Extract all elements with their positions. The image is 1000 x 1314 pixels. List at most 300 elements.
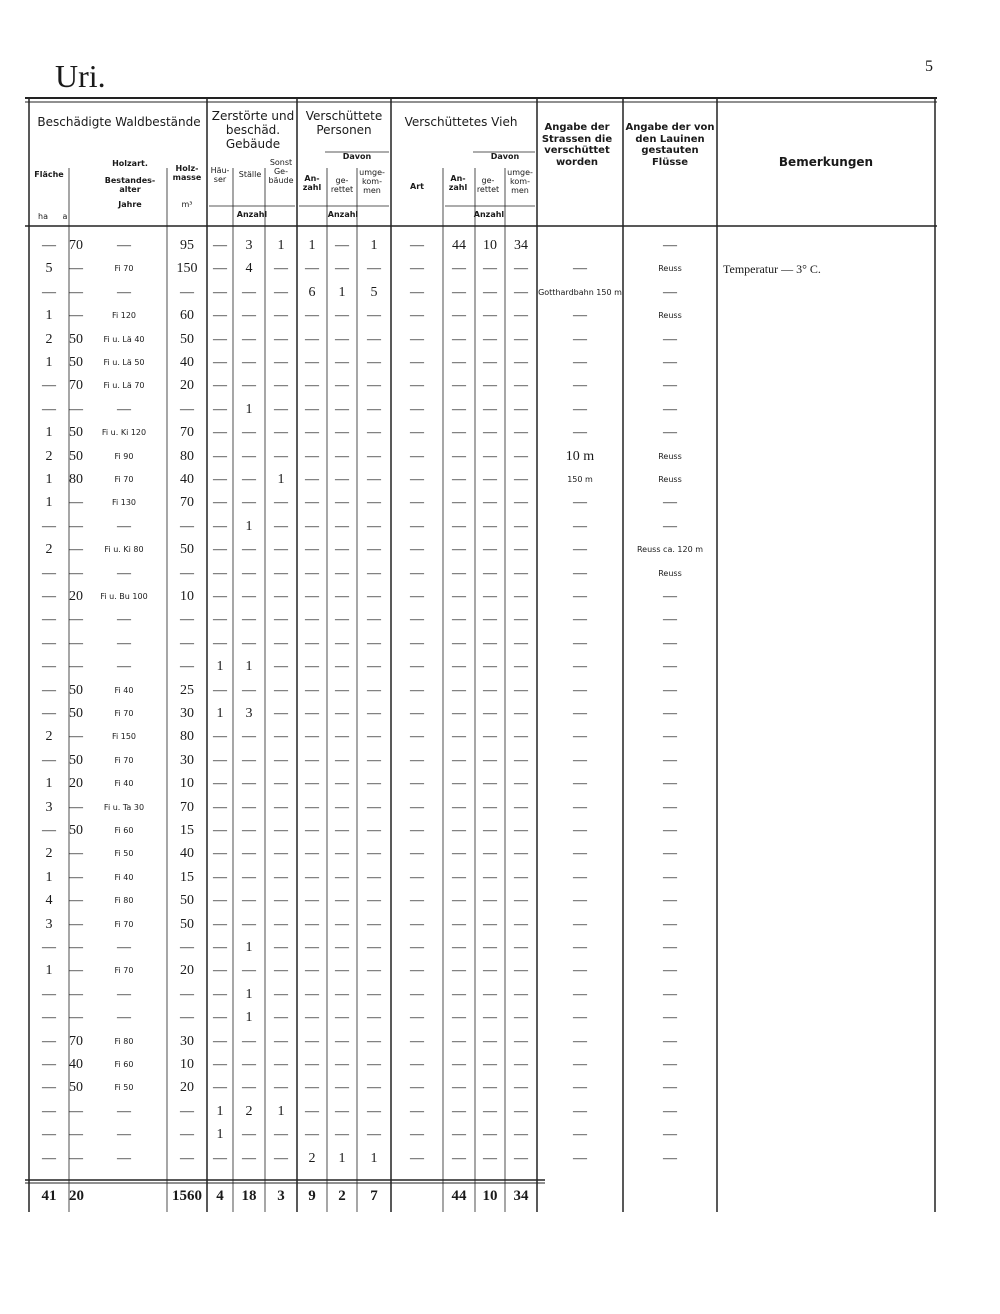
cell-umgekommen: — (367, 1033, 381, 1049)
cell-vieh-umgekommen: — (514, 472, 528, 487)
cell-ha: 2 (45, 729, 53, 745)
cell-staelle: — (242, 495, 256, 511)
cell-ha: 2 (45, 542, 53, 558)
cell-a: — (69, 1010, 83, 1026)
cell-haeuser: — (213, 448, 227, 464)
cell-holzmasse: — (180, 1010, 194, 1026)
cell-holzart: Fi u. Lä 70 (103, 381, 145, 391)
cell-vieh-art: — (410, 706, 424, 721)
cell-vieh-umgekommen: — (514, 1127, 528, 1143)
cell-vieh-gerettet: — (483, 776, 497, 792)
cell-fluesse: — (663, 776, 677, 792)
cell-ha: 1 (45, 355, 53, 370)
header-davon-personen: Davon (342, 152, 372, 161)
cell-vieh-umgekommen: — (514, 659, 528, 675)
cell-vieh-anzahl: — (452, 1010, 466, 1026)
cell-vieh-gerettet: — (483, 1080, 497, 1096)
cell-vieh-gerettet: — (483, 401, 497, 417)
total-a: 20 (69, 1188, 84, 1204)
cell-fluesse: — (663, 635, 677, 651)
total-sonst: 3 (277, 1188, 285, 1204)
cell-vieh-umgekommen: — (514, 963, 528, 979)
cell-holzmasse: — (180, 635, 194, 651)
header-vieh: Verschüttetes Vieh (404, 115, 518, 129)
header-anzahl-gebaeude: Anzahl (236, 210, 268, 219)
cell-personen-anzahl: 2 (308, 1150, 316, 1166)
cell-gerettet: — (335, 940, 349, 955)
cell-a: — (69, 495, 83, 511)
cell-holzmasse: 80 (180, 448, 194, 464)
cell-holzart: Fi 130 (111, 498, 137, 508)
cell-fluesse: — (663, 401, 677, 417)
cell-a: — (69, 1127, 83, 1143)
cell-a: — (69, 635, 83, 651)
cell-haeuser: — (213, 682, 227, 698)
cell-sonst: — (274, 495, 288, 511)
cell-sonst: — (274, 401, 288, 417)
cell-haeuser: — (213, 776, 227, 792)
cell-vieh-anzahl: — (452, 659, 466, 675)
cell-vieh-gerettet: — (483, 682, 497, 698)
cell-sonst: — (274, 1057, 288, 1072)
cell-a: — (69, 565, 83, 581)
cell-ha: — (42, 238, 56, 253)
cell-holzart: — (117, 612, 131, 628)
header-anzahl-short-vieh: An-zahl (448, 174, 468, 193)
cell-staelle: 3 (245, 706, 253, 721)
cell-vieh-anzahl: — (452, 355, 466, 370)
cell-vieh-umgekommen: — (514, 401, 528, 417)
header-bestandesalter: Bestandes-alter (104, 176, 156, 195)
cell-personen-anzahl: — (305, 401, 319, 417)
cell-fluesse: Reuss (658, 451, 682, 461)
cell-sonst: 1 (277, 238, 285, 253)
cell-gerettet: — (335, 659, 349, 675)
header-gerettet-vieh: ge-rettet (476, 176, 500, 195)
cell-haeuser: 1 (216, 659, 224, 675)
cell-gerettet: — (335, 776, 349, 792)
cell-staelle: — (242, 752, 256, 768)
cell-strassen: — (573, 659, 587, 675)
cell-vieh-umgekommen: — (514, 1033, 528, 1049)
cell-a: 50 (69, 706, 83, 721)
cell-personen-anzahl: — (305, 706, 319, 721)
cell-vieh-art: — (410, 635, 424, 651)
cell-ha: — (42, 635, 56, 651)
cell-vieh-anzahl: — (452, 378, 466, 394)
cell-vieh-art: — (410, 869, 424, 885)
cell-gerettet: — (335, 1033, 349, 1049)
cell-vieh-gerettet: — (483, 589, 497, 604)
header-gebaeude: Zerstörte und beschäd. Gebäude (211, 109, 295, 151)
header-holzart: Holzart. (112, 159, 148, 168)
cell-vieh-gerettet: — (483, 355, 497, 370)
cell-umgekommen: — (367, 495, 381, 511)
cell-staelle: — (242, 448, 256, 464)
cell-gerettet: — (335, 612, 349, 628)
cell-sonst: — (274, 308, 288, 324)
header-ha: ha (38, 212, 48, 221)
cell-ha: 1 (45, 963, 53, 979)
cell-sonst: — (274, 963, 288, 979)
cell-holzmasse: 70 (180, 425, 194, 441)
cell-personen-anzahl: — (305, 752, 319, 768)
header-holzmasse: Holz-masse (172, 164, 202, 183)
cell-umgekommen: — (367, 1127, 381, 1143)
cell-strassen: — (573, 1080, 587, 1096)
cell-gerettet: — (335, 472, 349, 487)
cell-sonst: — (274, 425, 288, 441)
cell-holzart: — (117, 1010, 131, 1026)
cell-sonst: — (274, 1150, 288, 1166)
cell-strassen: 10 m (565, 448, 595, 464)
total-haeuser: 4 (216, 1188, 224, 1204)
cell-holzart: — (117, 986, 131, 1002)
cell-holzmasse: — (180, 612, 194, 628)
cell-holzart: Fi 70 (114, 755, 134, 765)
cell-staelle: — (242, 425, 256, 441)
cell-umgekommen: — (367, 963, 381, 979)
cell-ha: — (42, 752, 56, 768)
total-holzmasse: 1560 (172, 1188, 202, 1204)
cell-gerettet: — (335, 518, 349, 534)
cell-vieh-art: — (410, 1127, 424, 1143)
header-anzahl-vieh: Anzahl (473, 210, 505, 219)
cell-staelle: — (242, 682, 256, 698)
cell-vieh-anzahl: — (452, 963, 466, 979)
cell-personen-anzahl: — (305, 963, 319, 979)
cell-staelle: — (242, 565, 256, 581)
cell-vieh-gerettet: — (483, 986, 497, 1002)
cell-vieh-umgekommen: — (514, 1057, 528, 1072)
cell-fluesse: — (663, 706, 677, 721)
cell-sonst: — (274, 940, 288, 955)
cell-holzart: Fi 60 (114, 1060, 134, 1069)
cell-personen-anzahl: — (305, 916, 319, 932)
cell-fluesse: — (663, 495, 677, 511)
cell-holzart: Fi 40 (114, 685, 134, 695)
cell-haeuser: — (213, 823, 227, 838)
cell-vieh-gerettet: — (483, 823, 497, 838)
cell-vieh-gerettet: — (483, 1010, 497, 1026)
cell-staelle: — (242, 1033, 256, 1049)
cell-a: 20 (69, 589, 83, 604)
cell-a: 50 (69, 425, 83, 441)
cell-haeuser: — (213, 472, 227, 487)
cell-personen-anzahl: — (305, 893, 319, 909)
total-vieh-gerettet: 10 (482, 1188, 498, 1204)
cell-vieh-anzahl: — (452, 448, 466, 464)
header-haeuser: Häu-ser (210, 166, 230, 185)
cell-staelle: — (242, 799, 256, 815)
cell-vieh-umgekommen: — (514, 378, 528, 394)
cell-holzart: Fi 70 (114, 709, 134, 718)
cell-vieh-gerettet: — (483, 869, 497, 885)
cell-umgekommen: — (367, 799, 381, 815)
cell-a: — (69, 799, 83, 815)
cell-vieh-anzahl: — (452, 799, 466, 815)
cell-sonst: — (274, 682, 288, 698)
cell-vieh-anzahl: 44 (452, 238, 466, 253)
cell-sonst: — (274, 706, 288, 721)
total-personen-anzahl: 9 (308, 1188, 316, 1204)
cell-sonst: — (274, 986, 288, 1002)
cell-vieh-art: — (410, 565, 424, 581)
cell-holzart: Fi 70 (114, 919, 134, 929)
cell-haeuser: — (213, 916, 227, 932)
cell-gerettet: — (335, 425, 349, 441)
cell-staelle: — (242, 823, 256, 838)
header-flaeche: Fläche (34, 170, 64, 179)
cell-haeuser: — (213, 261, 227, 277)
cell-holzmasse: 70 (180, 799, 194, 815)
total-umgekommen: 7 (370, 1188, 378, 1204)
cell-fluesse: — (663, 1010, 677, 1026)
cell-vieh-umgekommen: — (514, 308, 528, 324)
cell-vieh-anzahl: — (452, 518, 466, 534)
cell-a: 70 (69, 238, 83, 253)
cell-holzmasse: — (180, 986, 194, 1002)
cell-strassen: — (573, 401, 587, 417)
cell-strassen: — (573, 1033, 587, 1049)
cell-strassen: — (573, 1127, 587, 1143)
cell-holzmasse: 30 (180, 1033, 194, 1049)
cell-holzmasse: 70 (180, 495, 194, 511)
cell-a: — (69, 518, 83, 534)
cell-vieh-umgekommen: — (514, 355, 528, 370)
cell-umgekommen: — (367, 542, 381, 558)
cell-gerettet: — (335, 589, 349, 604)
cell-vieh-gerettet: — (483, 565, 497, 581)
cell-vieh-umgekommen: — (514, 1150, 528, 1166)
cell-sonst: 1 (277, 1103, 285, 1119)
cell-fluesse: — (663, 823, 677, 838)
cell-fluesse: — (663, 518, 677, 534)
cell-sonst: — (274, 752, 288, 768)
cell-gerettet: — (335, 1057, 349, 1072)
cell-sonst: — (274, 284, 288, 300)
cell-gerettet: 1 (338, 284, 346, 300)
cell-staelle: — (242, 776, 256, 792)
cell-fluesse: Reuss ca. 120 m (636, 545, 704, 555)
cell-strassen: — (573, 1010, 587, 1026)
cell-vieh-umgekommen: — (514, 284, 528, 300)
cell-vieh-art: — (410, 1010, 424, 1026)
cell-vieh-anzahl: — (452, 589, 466, 604)
cell-vieh-art: — (410, 1033, 424, 1049)
total-vieh-anzahl: 44 (451, 1188, 467, 1204)
cell-a: 50 (69, 823, 83, 838)
cell-fluesse: Reuss (658, 568, 682, 578)
cell-haeuser: — (213, 963, 227, 979)
cell-vieh-gerettet: — (483, 378, 497, 394)
cell-vieh-umgekommen: — (514, 1103, 528, 1119)
cell-umgekommen: — (367, 1057, 381, 1072)
cell-haeuser: — (213, 940, 227, 955)
cell-vieh-gerettet: — (483, 893, 497, 909)
cell-holzart: Fi u. Lä 50 (103, 358, 145, 367)
cell-strassen: — (573, 612, 587, 628)
cell-umgekommen: — (367, 472, 381, 487)
header-personen: Verschüttete Personen (305, 109, 383, 137)
cell-holzmasse: 20 (180, 963, 194, 979)
cell-ha: — (42, 1010, 56, 1026)
cell-a: — (69, 659, 83, 675)
cell-holzart: Fi 50 (114, 849, 134, 859)
cell-a: — (69, 916, 83, 932)
cell-haeuser: — (213, 1150, 227, 1166)
cell-ha: — (42, 1033, 56, 1049)
cell-umgekommen: — (367, 916, 381, 932)
cell-ha: 5 (45, 261, 53, 277)
cell-vieh-umgekommen: — (514, 986, 528, 1002)
cell-vieh-gerettet: — (483, 331, 497, 347)
cell-haeuser: — (213, 331, 227, 347)
cell-vieh-anzahl: — (452, 261, 466, 277)
cell-umgekommen: 5 (370, 284, 378, 300)
cell-sonst: 1 (277, 472, 285, 487)
cell-holzart: — (117, 659, 131, 675)
cell-gerettet: — (335, 916, 349, 932)
cell-holzmasse: 20 (180, 378, 194, 394)
cell-fluesse: — (663, 799, 677, 815)
cell-vieh-anzahl: — (452, 706, 466, 721)
cell-vieh-art: — (410, 752, 424, 768)
cell-gerettet: — (335, 261, 349, 277)
cell-haeuser: 1 (216, 706, 224, 721)
cell-vieh-gerettet: — (483, 1057, 497, 1072)
cell-haeuser: 1 (216, 1127, 224, 1143)
cell-vieh-art: — (410, 261, 424, 277)
header-gerettet: ge-rettet (330, 176, 354, 195)
cell-holzmasse: 40 (180, 355, 194, 370)
cell-a: — (69, 846, 83, 862)
cell-holzart: Fi 70 (114, 264, 134, 274)
cell-ha: — (42, 565, 56, 581)
cell-staelle: — (242, 331, 256, 347)
cell-fluesse: — (663, 940, 677, 955)
cell-ha: — (42, 612, 56, 628)
cell-gerettet: 1 (338, 1150, 346, 1166)
cell-personen-anzahl: — (305, 261, 319, 277)
cell-holzart: Fi u. Bu 100 (100, 592, 148, 601)
cell-strassen: — (573, 1103, 587, 1119)
cell-staelle: 3 (245, 238, 253, 253)
cell-vieh-anzahl: — (452, 308, 466, 324)
cell-personen-anzahl: — (305, 799, 319, 815)
cell-umgekommen: — (367, 518, 381, 534)
cell-sonst: — (274, 1080, 288, 1096)
cell-sonst: — (274, 1010, 288, 1026)
cell-haeuser: — (213, 401, 227, 417)
cell-holzart: Fi 80 (114, 1036, 134, 1046)
cell-sonst: — (274, 518, 288, 534)
cell-ha: — (42, 659, 56, 675)
cell-holzart: Fi 70 (114, 475, 134, 484)
cell-vieh-art: — (410, 308, 424, 324)
cell-staelle: — (242, 1150, 256, 1166)
cell-haeuser: — (213, 869, 227, 885)
cell-ha: — (42, 823, 56, 838)
cell-personen-anzahl: — (305, 589, 319, 604)
cell-strassen: — (573, 565, 587, 581)
header-davon-vieh: Davon (490, 152, 520, 161)
cell-vieh-gerettet: — (483, 940, 497, 955)
cell-staelle: 4 (245, 261, 253, 277)
cell-umgekommen: — (367, 682, 381, 698)
cell-umgekommen: — (367, 565, 381, 581)
cell-staelle: — (242, 729, 256, 745)
cell-ha: 1 (45, 776, 53, 792)
cell-personen-anzahl: — (305, 659, 319, 675)
cell-personen-anzahl: — (305, 776, 319, 792)
cell-strassen: — (573, 846, 587, 862)
cell-holzart: Fi 90 (114, 451, 134, 461)
cell-holzmasse: 40 (180, 472, 194, 487)
cell-vieh-gerettet: — (483, 448, 497, 464)
cell-gerettet: — (335, 1010, 349, 1026)
cell-staelle: — (242, 612, 256, 628)
cell-strassen: — (573, 752, 587, 768)
cell-haeuser: — (213, 425, 227, 441)
cell-ha: — (42, 682, 56, 698)
cell-strassen: 150 m (567, 475, 593, 484)
cell-ha: — (42, 940, 56, 955)
cell-umgekommen: — (367, 448, 381, 464)
cell-umgekommen: — (367, 331, 381, 347)
cell-fluesse: — (663, 752, 677, 768)
cell-holzart: — (117, 565, 131, 581)
header-art: Art (410, 182, 424, 191)
cell-vieh-umgekommen: — (514, 729, 528, 745)
avalanche-damage-table (25, 96, 937, 1216)
cell-holzmasse: 150 (176, 261, 198, 277)
cell-umgekommen: — (367, 378, 381, 394)
cell-vieh-umgekommen: — (514, 752, 528, 768)
cell-fluesse: — (663, 963, 677, 979)
cell-holzmasse: 30 (180, 752, 194, 768)
cell-umgekommen: — (367, 893, 381, 909)
cell-vieh-gerettet: — (483, 1033, 497, 1049)
cell-gerettet: — (335, 1080, 349, 1096)
cell-vieh-art: — (410, 331, 424, 347)
cell-ha: 1 (45, 495, 53, 511)
cell-gerettet: — (335, 1127, 349, 1143)
cell-a: — (69, 963, 83, 979)
cell-holzmasse: 80 (180, 729, 194, 745)
cell-vieh-umgekommen: — (514, 682, 528, 698)
cell-personen-anzahl: — (305, 565, 319, 581)
cell-gerettet: — (335, 1103, 349, 1119)
cell-strassen: — (573, 425, 587, 441)
cell-holzmasse: 50 (180, 331, 194, 347)
cell-vieh-gerettet: — (483, 308, 497, 324)
cell-holzmasse: — (180, 659, 194, 675)
cell-strassen: — (573, 916, 587, 932)
cell-vieh-gerettet: — (483, 706, 497, 721)
cell-vieh-umgekommen: — (514, 893, 528, 909)
cell-haeuser: — (213, 1010, 227, 1026)
cell-staelle: 1 (245, 940, 253, 955)
cell-personen-anzahl: — (305, 846, 319, 862)
cell-fluesse: — (663, 284, 677, 300)
cell-vieh-anzahl: — (452, 1127, 466, 1143)
cell-vieh-anzahl: — (452, 1033, 466, 1049)
cell-a: — (69, 1150, 83, 1166)
cell-vieh-umgekommen: — (514, 799, 528, 815)
cell-ha: — (42, 401, 56, 417)
cell-holzart: Fi 150 (111, 732, 137, 742)
